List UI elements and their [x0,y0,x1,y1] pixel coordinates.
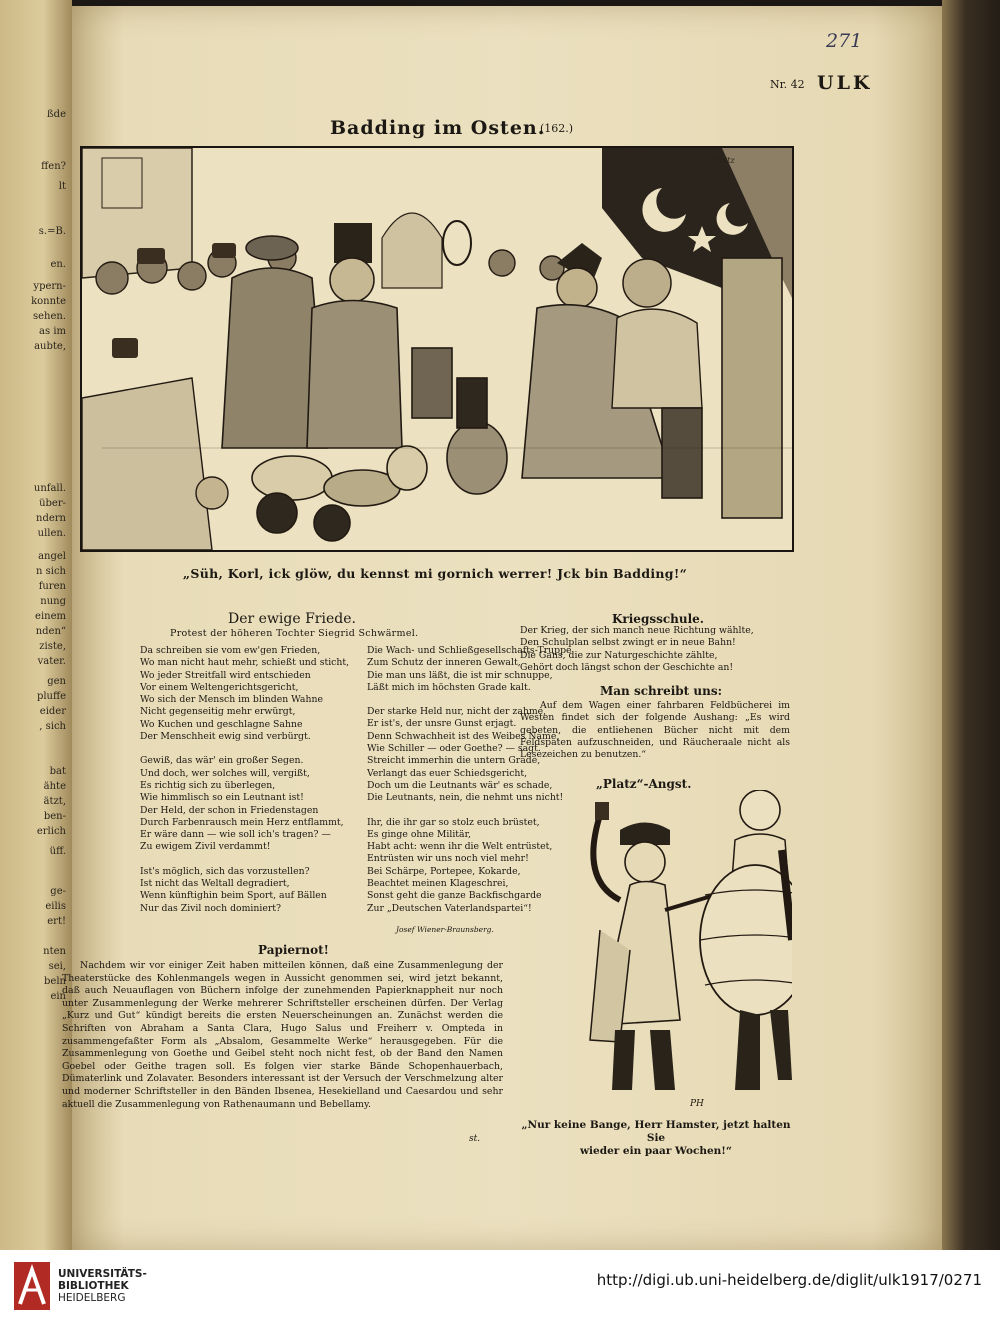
poem-line: Er ist's, der unsre Gunst erjagt. [367,718,517,730]
papiernot-text: Nachdem wir vor einiger Zeit haben mitteilen können, daß eine Zusammenlegung der Theaterstücke des Kohlenmangels wegen in Aussicht genommen sei, wird jetzt bekannt, daß auch Neuauflagen von Büchern infolge der zunehmenden Papierknappheit nur noch unter Zusammenlegung der Werke mehrerer Schriftsteller erscheinen dürfen. Der Verlag „Kurz und Gut“ kündigt bereits die ersten Neuerscheinungen an. Zunächst werden die Schriften von Abraham a Santa Clara, Hugo Salus und Freiherr v. Ompteda in zusammengefaßter Form als „Absalom, Gesammelte Werke“ herausgegeben. Für die Zusammenlegung von Goethe und Geibel steht noch nicht fest, ob der Band den Namen Goebel oder Geithe tragen soll. Es folgen vier starke Bände Schopenhauerbach, Dümaterlink und Zolavater. Besonders interessant ist der Versuch der Verschmelzung alter und moderner Schriftsteller in den Bänden Ibsenea, Hesekielland und Caesardou und sehr aktuell die Zusammenlegung von Rathenaumann und Bebellamy. [62,960,503,1110]
prev-page-fragment: ßde [47,109,66,120]
prev-page-fragment: aubte, [34,341,66,352]
cartoon-number: (162.) [540,122,574,135]
prev-page-fragment: einem [35,611,66,622]
prev-page-fragment: vater. [37,656,66,667]
prev-page-fragment: as im [39,326,66,337]
caption-line: wieder ein paar Wochen!“ [580,1145,732,1157]
poem-line: Wo jeder Streitfall wird entschieden [140,669,311,681]
handwritten-page-number: 271 [826,30,863,52]
prev-page-fragment: lt [58,181,66,192]
prev-page-fragment: ziste, [39,641,66,652]
prev-page-fragment: n sich [36,566,66,577]
cartoon-caption: „Süh, Korl, ick glöw, du kennst mi gornich werrer! Jck bin Badding!“ [182,566,688,581]
prev-page-fragment: pluffe [36,691,66,702]
prev-page-fragment: ein [50,991,66,1002]
poem-stanza [140,866,349,915]
poem-line: Nur das Zivil noch dominiert? [140,902,282,914]
prev-page-fragment: angel [38,551,66,562]
poem-line: Zur „Deutschen Vaterlandspartei“! [367,902,532,914]
hamster-drawing [520,790,792,1112]
poem-line: Gewiß, das wär' ein großer Segen. [140,755,304,767]
hamster-cartoon-illustration [520,790,792,1112]
prev-page-fragment: nden“ [35,626,66,637]
poem-line: Läßt mich im höchsten Grade kalt. [367,681,531,693]
poem-line: Doch um die Leutnants wär' es schade, [367,779,553,791]
poem-line: Entrüsten wir uns noch viel mehr! [367,853,529,865]
poem-stanza [140,755,349,853]
poem-line: Durch Farbenrausch mein Herz entflammt, [140,816,344,828]
verse-line: Den Schulplan selbst zwingt er in neue Bahn! [520,637,736,649]
poem-line: Streicht immerhin die untern Grade, [367,755,541,767]
book-spine-shadow [942,0,1000,1250]
cartoon-title: Badding im Osten. [330,117,546,139]
prev-page-fragment: beln [44,976,66,987]
prev-page-fragment: eilis [45,901,66,912]
prev-page-fragment: über- [39,498,66,509]
cartoon-drawing [82,148,792,550]
poem-line: Bei Schärpe, Portepee, Kokarde, [367,865,521,877]
prev-page-fragment: ndern [36,513,66,524]
poem-line: Sonst geht die ganze Backfischgarde [367,890,542,902]
library-name-line: HEIDELBERG [58,1292,126,1304]
poem-line: Ist's möglich, sich das vorzustellen? [140,865,310,877]
poem-line: Und doch, wer solches will, vergißt, [140,767,310,779]
poem-line: Verlangt das euer Schiedsgericht, [367,767,528,779]
poem-line: Er wäre dann — wie soll ich's tragen? — [140,829,331,841]
poem-line: Wo Kuchen und geschlagne Sahne [140,718,303,730]
prev-page-fragment: ullen. [37,528,66,539]
poem-line: Vor einem Weltengerichtsgericht, [140,681,299,693]
prev-page-fragment: , sich [39,721,66,732]
platz-angst-title: „Platz“-Angst. [596,777,692,791]
prev-page-fragment: sehen. [32,311,66,322]
kriegsschule-verse [520,625,790,674]
library-name-line: BIBLIOTHEK [58,1280,129,1292]
poem-line: Der starke Held nur, nicht der zahme, [367,706,547,718]
verse-line: Die Gans, die zur Naturgeschichte zählte, [520,649,718,661]
poem-line: Wo sich der Mensch im blinden Wahne [140,694,323,706]
poem-line: Nicht gegenseitig mehr erwürgt, [140,706,296,718]
man-schreibt-title: Man schreibt uns: [600,684,723,698]
masthead: ULK [817,72,873,94]
library-name [58,1268,147,1304]
poem-line: Die Leutnants, nein, die nehmt uns nicht! [367,792,564,804]
prev-page-fragment: konnte [31,296,66,307]
poem-line: Zum Schutz der inneren Gewalt, [367,657,521,669]
university-library-logo [14,1262,50,1310]
poem-line: Habt acht: wenn ihr die Welt entrüstet, [367,841,553,853]
poem-line: Die Wach- und Schließgesellschafts-Truppe [367,645,572,656]
prev-page-fragment: unfall. [33,483,66,494]
poem-line: Zu ewigem Zivil verdammt! [140,841,271,853]
prev-page-fragment: ähte [43,781,66,792]
caption-line: „Nur keine Bange, Herr Hamster, jetzt halten Sie [521,1119,791,1144]
poem-column-1 [140,645,349,927]
poem-subtitle: Protest der höheren Tochter Siegrid Schwärmel. [170,628,419,639]
poem-line: Ist nicht das Weltall degradiert, [140,878,290,890]
poem-line: Wie himmlisch so ein Leutnant ist! [140,792,304,804]
prev-page-fragment: erlich [36,826,66,837]
prev-page-fragment: ben- [43,811,66,822]
poem-line: Der Held, der schon in Friedenstagen [140,804,319,816]
prev-page-fragment: sei, [48,961,66,972]
verse-line: Der Krieg, der sich manch neue Richtung wählte, [520,625,754,636]
prev-page-fragment: ffen? [41,161,66,172]
platz-signature: PH [690,1099,704,1109]
poem-line: Denn Schwachheit ist des Weibes Name, [367,730,560,742]
poem-signature: Josef Wiener-Braunsberg. [396,925,494,934]
poem-line: Es richtig sich zu überlegen, [140,779,276,791]
cartoon-signature: A. Heitz [702,156,735,165]
poem-line: Wie Schiller — oder Goethe? — sagt. [367,743,541,755]
poem-line: Beachtet meinen Klageschrei, [367,878,509,890]
bazaar-cartoon-illustration [80,146,794,552]
poem-line: Da schreiben sie vom ew'gen Frieden, [140,645,321,656]
poem-line: Der Menschheit ewig sind verbürgt. [140,731,311,743]
prev-page-fragment: eider [39,706,66,717]
source-url[interactable]: http://digi.ub.uni-heidelberg.de/diglit/ulk1917/0271 [596,1271,982,1289]
prev-page-fragment: ypern- [33,281,66,292]
prev-page-fragment: bat [49,766,66,777]
prev-page-fragment: üff. [49,846,66,857]
papiernot-signature: st. [469,1134,481,1144]
poem-title: Der ewige Friede. [228,611,356,627]
kriegsschule-title: Kriegsschule. [612,612,704,626]
prev-page-fragment: ätzt, [43,796,66,807]
prev-page-fragment: en. [50,259,66,270]
man-schreibt-text: Auf dem Wagen einer fahrbaren Feldbücherei im Westen findet sich der folgende Aushang: „Es wird gebeten, die entliehenen Bücher nicht mit dem Feldspaten aufzuschneiden, und Räucheraale nicht als Lesezeichen zu benutzen.“ [520,700,790,761]
prev-page-fragment: furen [38,581,66,592]
prev-page-fragment: nten [43,946,66,957]
issue-number: Nr. 42 [770,78,805,91]
poem-line: Es ginge ohne Militär, [367,828,471,840]
poem-line: Ihr, die ihr gar so stolz euch brüstet, [367,816,540,828]
platz-angst-caption [516,1119,796,1158]
verse-line: Gehört doch längst schon der Geschichte an! [520,661,734,673]
library-name-line: UNIVERSITÄTS- [58,1268,147,1280]
prev-page-fragment: ert! [47,916,66,927]
prev-page-fragment: nung [40,596,66,607]
prev-page-fragment: ge- [50,886,66,897]
prev-page-fragment: gen [47,676,66,687]
poem-line: Wo man nicht haut mehr, schießt und sticht, [140,657,350,669]
papiernot-title: Papiernot! [258,943,329,957]
poem-line: Wenn künftighin beim Sport, auf Bällen [140,890,327,902]
library-footer [0,1250,1000,1321]
poem-line: Die man uns läßt, die ist mir schnuppe, [367,669,553,681]
prev-page-fragment: s.=B. [38,226,66,237]
poem-stanza [140,645,349,743]
